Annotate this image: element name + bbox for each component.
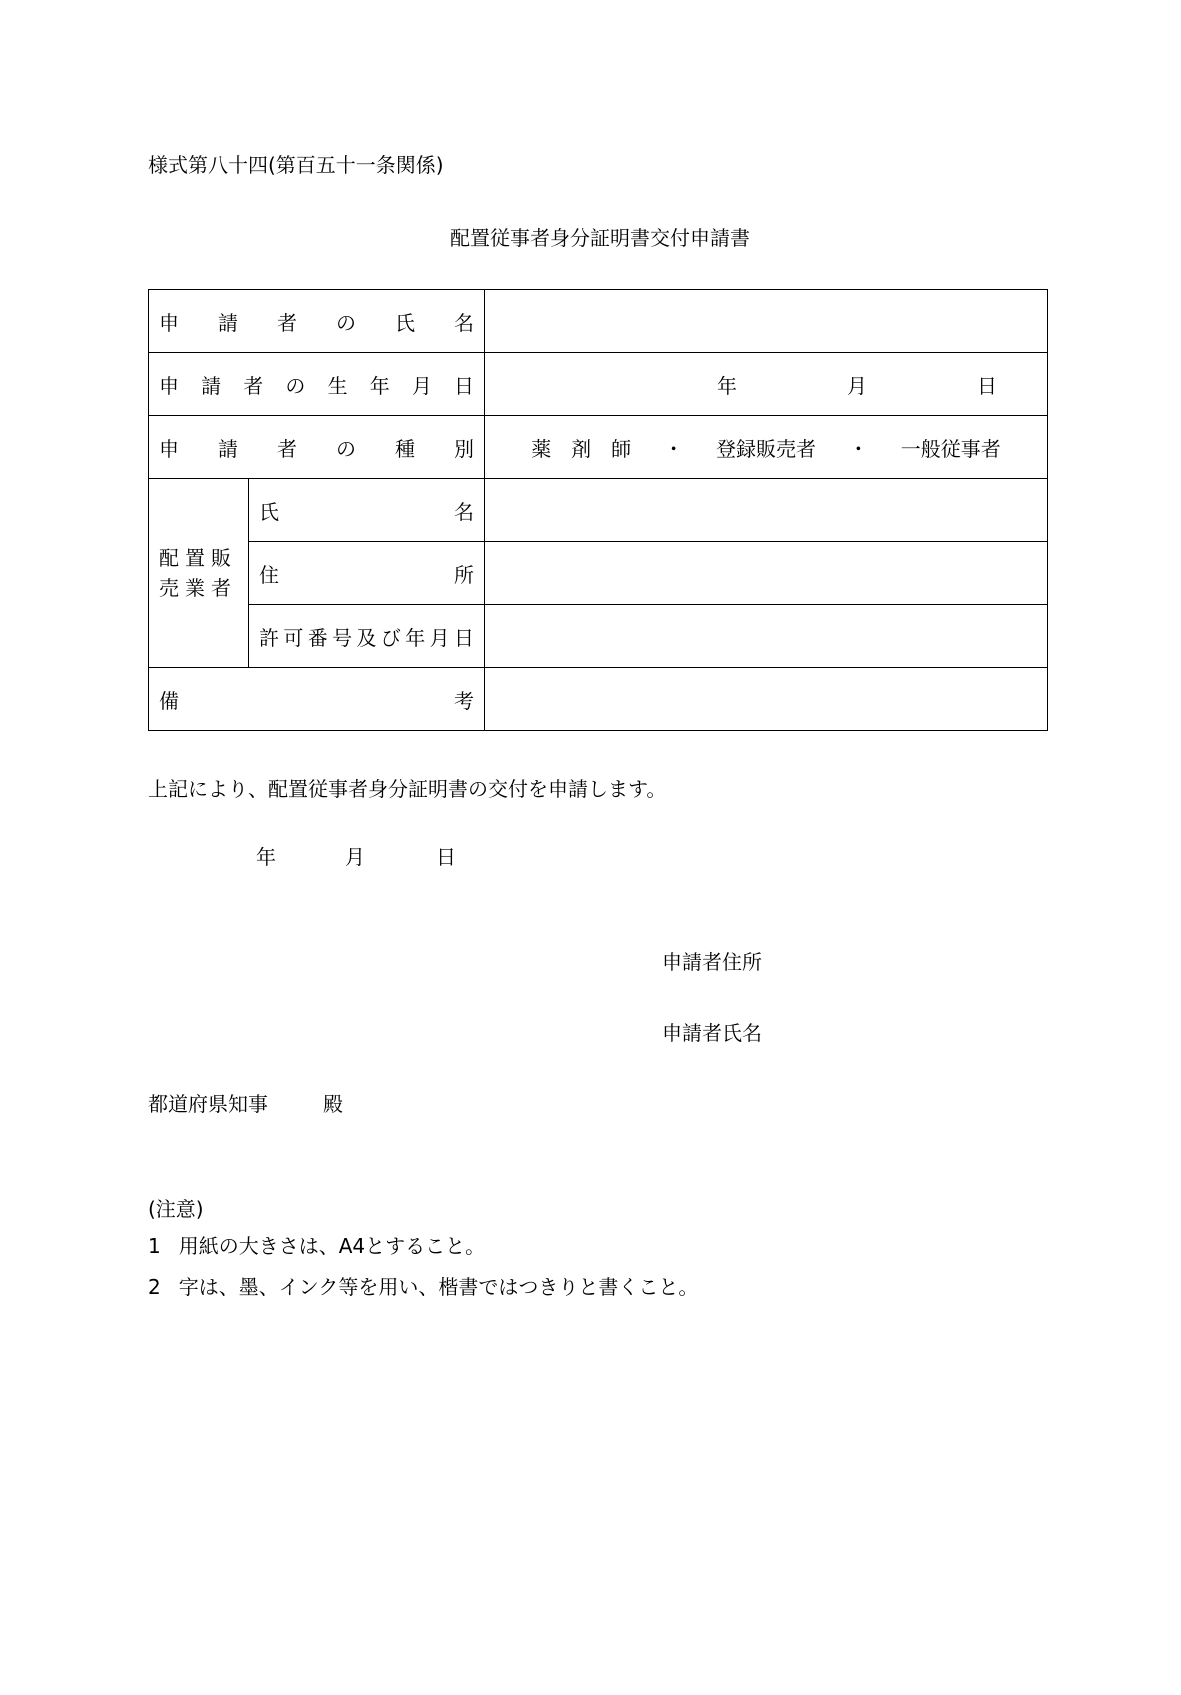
label-vendor-name: 氏 名	[259, 499, 474, 524]
applicant-name-label: 申請者氏名	[662, 1021, 762, 1045]
row-vendor-address	[149, 542, 1048, 605]
applicant-address-label: 申請者住所	[662, 950, 762, 974]
field-applicant-dob[interactable]: 年 月 日	[485, 353, 1048, 416]
label-vendor-address: 住 所	[259, 562, 474, 587]
statement: 上記により、配置従事者身分証明書の交付を申請します。	[148, 777, 667, 801]
date-year: 年	[256, 845, 276, 869]
label-vendor-permit: 許 可 番 号 及 び 年 月 日	[259, 625, 474, 650]
field-vendor-name[interactable]	[485, 479, 1048, 542]
date-month: 月	[345, 845, 365, 869]
label-remarks: 備 考	[159, 688, 474, 713]
label-applicant-name: 申 請 者 の 氏 名	[159, 310, 474, 335]
note-item-2: 2 字は、墨、インク等を用い、楷書ではつきりと書くこと。	[148, 1275, 699, 1299]
row-applicant-name	[149, 290, 1048, 353]
note-item-1: 1 用紙の大きさは、A4とすること。	[148, 1234, 486, 1258]
option-pharmacist[interactable]: 薬 剤 師	[531, 436, 632, 461]
field-applicant-name[interactable]	[485, 290, 1048, 353]
notes-heading: (注意)	[148, 1197, 204, 1221]
field-vendor-address[interactable]	[485, 542, 1048, 605]
label-vendor-group: 配置販 売業者	[149, 479, 249, 668]
field-applicant-type[interactable]: 薬 剤 師 ・ 登録販売者 ・ 一般従事者	[485, 416, 1048, 479]
addressee: 都道府県知事	[148, 1092, 268, 1116]
field-vendor-permit[interactable]	[485, 605, 1048, 668]
addressee-honorific: 殿	[323, 1092, 343, 1116]
application-table	[148, 289, 1048, 731]
label-applicant-dob: 申 請 者 の 生 年 月 日	[159, 373, 474, 398]
row-vendor-permit	[149, 605, 1048, 668]
row-applicant-dob	[149, 353, 1048, 416]
option-registered-seller[interactable]: 登録販売者	[715, 436, 816, 461]
label-applicant-type: 申 請 者 の 種 別	[159, 436, 474, 461]
option-general-worker[interactable]: 一般従事者	[900, 436, 1001, 461]
row-vendor-name	[149, 479, 1048, 542]
field-remarks[interactable]	[485, 668, 1048, 731]
form-number: 様式第八十四(第百五十一条関係)	[148, 153, 444, 177]
row-applicant-type	[149, 416, 1048, 479]
document-title: 配置従事者身分証明書交付申請書	[450, 226, 750, 250]
date-day: 日	[436, 845, 456, 869]
row-remarks	[149, 668, 1048, 731]
